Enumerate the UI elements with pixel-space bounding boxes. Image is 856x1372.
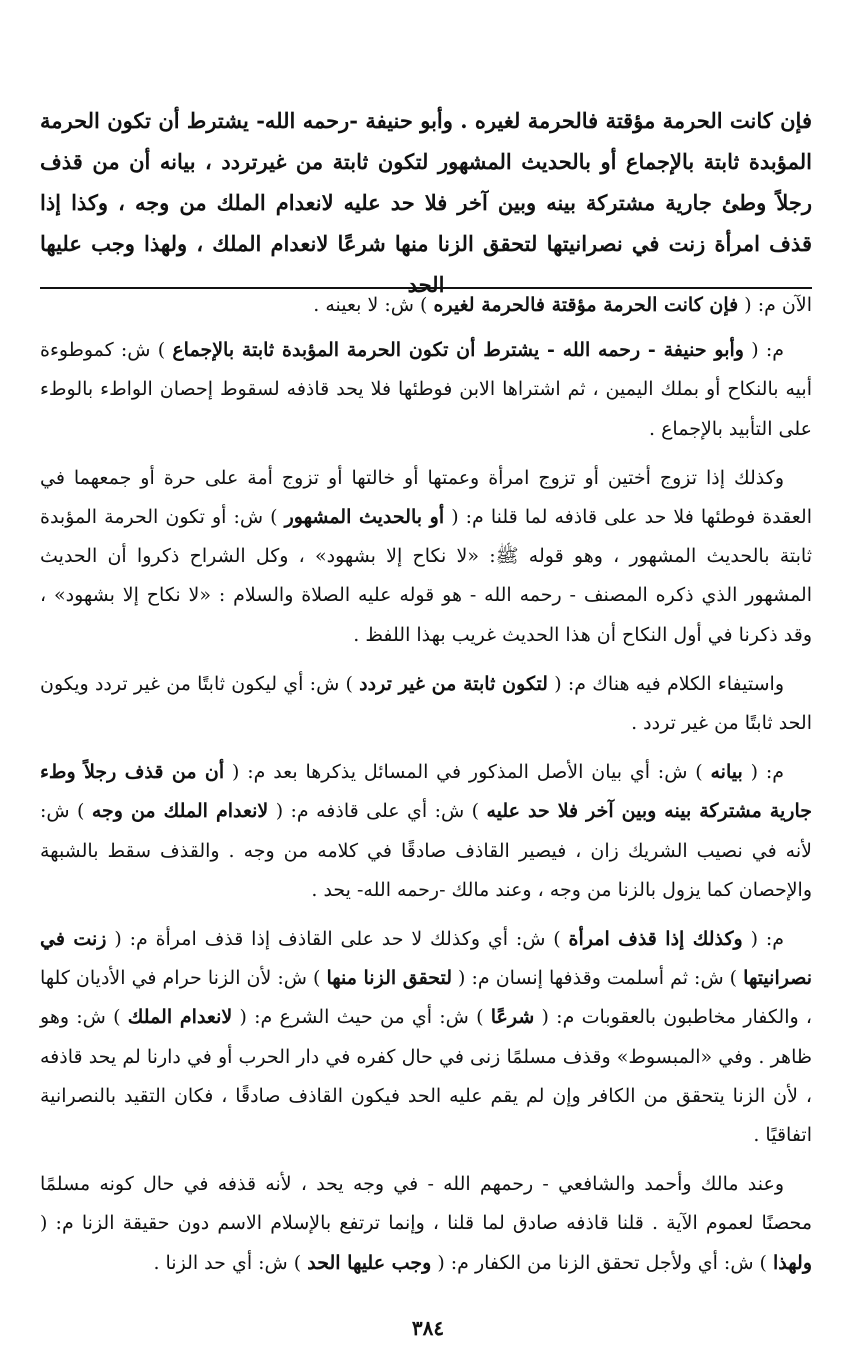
commentary [40, 286, 812, 1293]
text-run: ) ش: لأنه في نصيب الشريك زان ، فيصير القاذف صادقًا في كلامه من وجه . والقذف سقط بالشبهة والإحصان كما يزول بالزنا من وجه ، وعند مالك -رحمه الله- يحد . [40, 800, 812, 901]
quoted-matn: وجب عليها الحد [307, 1251, 432, 1274]
quoted-matn: أو بالحديث المشهور [284, 506, 445, 529]
text-run: ) ش: لا بعينه . [313, 294, 428, 316]
text-run: ) ش: أي وكذلك لا حد على القاذف إذا قذف امرأة م: ( [114, 928, 561, 951]
commentary-paragraph-6 [40, 920, 812, 1155]
text-run: م: ( [751, 339, 784, 362]
quoted-matn: لانعدام الملك [127, 1006, 233, 1029]
quoted-matn: لتكون ثابتة من غير تردد [359, 672, 548, 695]
text-run: ) ش: ثم أسلمت وقذفها إنسان م: ( [458, 967, 738, 990]
text-run: ) ش: كموطوءة أبيه بالنكاح أو بملك اليمين ، ثم اشتراها الابن فوطئها فلا يحد قاذفه لسقوط إحصان الواطء بالوطء على التأبيد بالإجماع . [40, 339, 812, 440]
quoted-matn: بيانه [710, 761, 743, 784]
page-number: ٣٨٤ [411, 1316, 445, 1340]
text-run: ) ش: أي بيان الأصل المذكور في المسائل يذكرها بعد م: ( [231, 761, 703, 784]
quoted-matn: لانعدام الملك من وجه [91, 800, 269, 823]
quoted-matn: شرعًا [490, 1006, 535, 1029]
text-run: وعند مالك وأحمد والشافعي - رحمهم الله - في وجه يحد ، لأنه قذفه في حال كونه مسلمًا محصنًا لعموم الآية . قلنا قاذفه صادق لما قلنا ، وإنما ترتفع بالإسلام الاسم دون حقيقة الزنا م: ( [40, 1173, 812, 1235]
quoted-matn: فإن كانت الحرمة مؤقتة فالحرمة لغيره [433, 294, 739, 316]
text-run: ) ش: أي ليكون ثابتًا من غير تردد ويكون الحد ثابتًا من غير تردد . [40, 672, 812, 735]
commentary-paragraph-1 [40, 286, 812, 325]
text-run: ) ش: أو تكون الحرمة المؤبدة ثابتة بالحديث المشهور ، وهو قوله ﷺ: «لا نكاح إلا بشهود» ، وكل الشراح ذكروا أن الحديث المشهور الذي ذكره المصنف - رحمه الله - هو قوله عليه الصلاة والسلام : «لا نكاح إلا بشهود» ، وقد ذكرنا في أول النكاح أن هذا الحديث غريب بهذا اللفظ . [40, 506, 812, 646]
text-run: ) ش: وهو ظاهر . وفي «المبسوط» وقذف مسلمًا زنى في حال كفره في دار الحرب أو في دارنا لم يحد قاذفه ، لأن الزنا يتحقق من الكافر وإن لم يقم عليه الحد فيكون القاذف صادقًا ، فكان التقيد بالنصرانية اتفاقيًا . [40, 1006, 812, 1147]
text-run: واستيفاء الكلام فيه هناك م: ( [554, 672, 785, 695]
text-run: الآن م: ( [744, 294, 812, 316]
quoted-matn: أن من قذف رجلاً وطء جارية مشتركة بينه وبين آخر فلا حد عليه [40, 761, 812, 823]
quoted-matn: زنت في نصرانيتها [40, 928, 812, 990]
commentary-paragraph-2 [40, 331, 812, 449]
quoted-matn: لتحقق الزنا منها [326, 967, 452, 990]
text-run: ) ش: أي من حيث الشرع م: ( [239, 1006, 484, 1029]
text-run: ) ش: أي على قاذفه م: ( [275, 800, 480, 823]
text-run: ) ش: لأن الزنا حرام في الأديان كلها ، والكفار مخاطبون بالعقوبات م: ( [40, 967, 813, 1029]
text-run: م: ( [750, 928, 784, 951]
commentary-paragraph-3 [40, 459, 812, 655]
commentary-paragraph-4 [40, 665, 812, 743]
text-run: م: ( [750, 761, 784, 784]
text-run: ) ش: أي حد الزنا . [153, 1251, 302, 1274]
quoted-matn: وكذلك إذا قذف امرأة [568, 928, 743, 951]
commentary-paragraph-5 [40, 753, 812, 910]
matn-text: فإن كانت الحرمة مؤقتة فالحرمة لغيره . وأبو حنيفة -رحمه الله- يشترط أن تكون الحرمة المؤبدة ثابتة بالإجماع أو بالحديث المشهور لتكون ثابتة من غيرتردد ، بيانه أن من قذف رجلاً وطئ جارية مشتركة بينه وبين آخر فلا حد عليه لانعدام الملك من وجه ، وكذا إذا قذف امرأة زنت في نصرانيتها لتحقق الزنا منها شرعًا لانعدام الملك ، ولهذا وجب عليها الحد [40, 108, 812, 297]
quoted-matn: وأبو حنيفة - رحمه الله - يشترط أن تكون الحرمة المؤبدة ثابتة بالإجماع [172, 339, 744, 362]
commentary-paragraph-7 [40, 1165, 812, 1283]
text-run: وكذلك إذا تزوج أختين أو تزوج امرأة وعمتها أو خالتها أو تزوج أمة على حرة أو جمعهما في العقدة فوطئها فلا حد على قاذفه لما قلنا م: ( [40, 466, 812, 529]
quoted-matn: ولهذا [773, 1251, 812, 1274]
text-run: ) ش: أي ولأجل تحقق الزنا من الكفار م: ( [437, 1251, 767, 1274]
